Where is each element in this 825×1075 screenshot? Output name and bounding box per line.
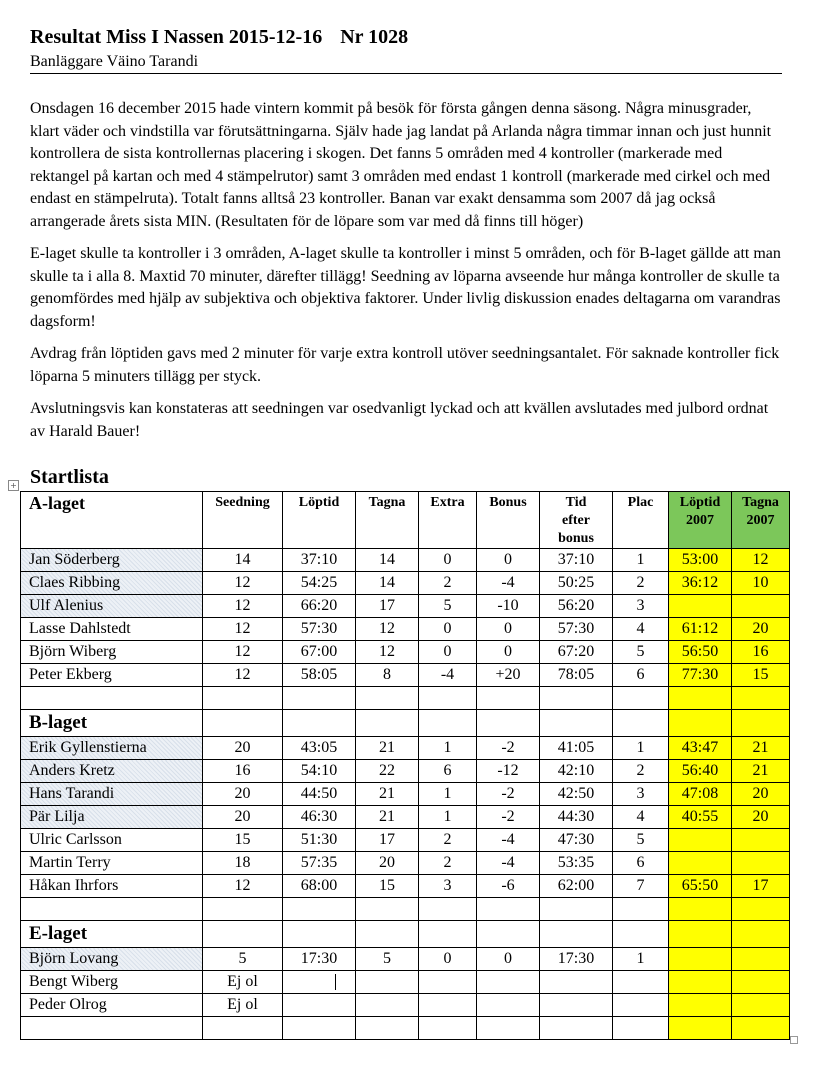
cell-tagna-2007 [732,971,790,994]
cell-seed: 18 [203,852,283,875]
cell-seed: 5 [203,948,283,971]
empty-cell [669,898,732,921]
cell-loptid-2007: 36:12 [669,572,732,595]
cell-tagna-2007: 21 [732,737,790,760]
table-row [21,948,790,971]
empty-cell [21,1017,203,1040]
cell-extra: 1 [419,737,477,760]
table-row [21,875,790,898]
runner-name: Lasse Dahlstedt [21,618,203,641]
cell-tid: 56:20 [540,595,613,618]
col-tid-line: bonus [558,531,594,546]
cell-plac: 2 [613,760,669,783]
cell-seed: 15 [203,829,283,852]
cell-extra: 1 [419,783,477,806]
cell-bonus: -4 [477,572,540,595]
cell-seed: 20 [203,806,283,829]
col-tid-line: Tid [565,495,587,510]
table-row [21,618,790,641]
col-loptid-2007 [669,492,732,549]
cell-bonus: -2 [477,737,540,760]
cell-loptid: 67:00 [283,641,356,664]
empty-cell [283,921,356,948]
cell-extra: 0 [419,549,477,572]
cell-tagna: 12 [356,641,419,664]
cell-plac: 5 [613,829,669,852]
cell-loptid: 57:35 [283,852,356,875]
cell-plac: 3 [613,783,669,806]
table-row [21,971,790,994]
empty-cell [732,921,790,948]
title-text: Resultat Miss I Nassen 2015-12-16 [30,26,323,48]
cell-loptid-2007: 43:47 [669,737,732,760]
empty-cell [283,687,356,710]
empty-row [21,1017,790,1040]
empty-cell [21,898,203,921]
cell-tid: 50:25 [540,572,613,595]
empty-cell [477,687,540,710]
cell-seed: 12 [203,875,283,898]
group-row [21,921,790,948]
cell-loptid: 44:50 [283,783,356,806]
cell-loptid-2007: 56:40 [669,760,732,783]
cell-bonus: 0 [477,948,540,971]
runner-name: Pär Lilja [21,806,203,829]
course-setter: Banläggare Väino Tarandi [30,53,199,70]
empty-cell [477,898,540,921]
cell-tid: 37:10 [540,549,613,572]
empty-cell [356,1017,419,1040]
empty-cell [419,687,477,710]
cell-loptid-2007 [669,852,732,875]
runner-name: Björn Wiberg [21,641,203,664]
empty-cell [669,710,732,737]
cell-loptid: 68:00 [283,875,356,898]
empty-row [21,687,790,710]
cell-plac: 1 [613,549,669,572]
empty-cell [419,1017,477,1040]
col-loptid: Löptid [283,492,356,549]
empty-cell [477,1017,540,1040]
cell-bonus: -2 [477,806,540,829]
table-resize-handle[interactable] [790,1036,798,1044]
cell-tagna: 21 [356,737,419,760]
empty-cell [356,710,419,737]
cell-tagna [356,994,419,1017]
text-cursor [335,974,336,990]
empty-cell [613,1017,669,1040]
runner-name: Ulric Carlsson [21,829,203,852]
cell-tid: 42:10 [540,760,613,783]
col-tid-efter-bonus [540,492,613,549]
empty-cell [419,898,477,921]
group-e-title: E-laget [21,921,203,948]
runner-name: Ulf Alenius [21,595,203,618]
cell-tagna: 22 [356,760,419,783]
cell-loptid-2007: 61:12 [669,618,732,641]
runner-name: Anders Kretz [21,760,203,783]
col-tagna-2007-line: 2007 [746,513,775,528]
empty-cell [732,1017,790,1040]
cell-extra: 2 [419,852,477,875]
cell-bonus [477,994,540,1017]
cell-extra: 0 [419,618,477,641]
empty-cell [540,1017,613,1040]
document-title [30,26,408,49]
cell-tagna: 14 [356,549,419,572]
cell-loptid-2007: 65:50 [669,875,732,898]
cell-seed: 12 [203,572,283,595]
cell-plac: 6 [613,852,669,875]
table-move-handle-icon[interactable]: + [8,480,19,491]
table-row [21,829,790,852]
cell-extra [419,994,477,1017]
cell-loptid: 46:30 [283,806,356,829]
cell-bonus: -4 [477,852,540,875]
empty-cell [613,898,669,921]
col-seedning: Seedning [203,492,283,549]
cell-tagna-2007: 17 [732,875,790,898]
empty-cell [669,1017,732,1040]
empty-cell [540,921,613,948]
cell-tagna-2007: 21 [732,760,790,783]
cell-extra [419,971,477,994]
table-row [21,806,790,829]
cell-tid [540,971,613,994]
col-tagna-2007 [732,492,790,549]
empty-cell [613,710,669,737]
cell-seed: Ej ol [203,994,283,1017]
cell-bonus: -10 [477,595,540,618]
empty-cell [613,687,669,710]
empty-cell [203,710,283,737]
cell-plac: 1 [613,948,669,971]
cell-seed: 12 [203,595,283,618]
cell-extra: 2 [419,829,477,852]
paragraph: E-laget skulle ta kontroller i 3 områden, A-laget skulle ta kontroller i minst 5 områden, och för B-laget gällde att man skulle ta i alla 8. Maxtid 70 minuter, därefter tillägg! Seedning av löparna avseende hur många kontroller de skulle ta genomfördes med hjälp av subjektiva och objektiva faktorer. Under livlig diskussion enades deltagarna om varandras dagsform! [30,245,781,330]
empty-cell [203,898,283,921]
cell-plac: 4 [613,806,669,829]
cell-tid: 42:50 [540,783,613,806]
cell-tagna: 14 [356,572,419,595]
title-rule [30,73,782,74]
cell-bonus: -12 [477,760,540,783]
col-extra: Extra [419,492,477,549]
paragraph: Onsdagen 16 december 2015 hade vintern kommit på besök för första gången denna säsong. Några minusgrader, klart väder och vindstilla var förutsättningarna. Själv hade jag landat på Arlanda några timmar innan och just hunnit kontrollera de sista kontrollernas placering i skogen. Det fanns 5 områden med 4 kontroller (markerade med rektangel på kartan och med 4 stämpelrutor) samt 3 områden med endast 1 kontroll (markerade med cirkel och med endast en stämpelruta). Totalt fanns alltså 23 kontroller. Banan var exakt densamma som 2007 då jag också arrangerade årets sista MIN. (Resultaten för de löpare som var med då finns till höger) [30,100,772,230]
cell-tagna-2007: 12 [732,549,790,572]
cell-bonus: -4 [477,829,540,852]
cell-bonus: 0 [477,549,540,572]
col-loptid-2007-line: 2007 [686,513,714,528]
empty-cell [540,687,613,710]
cell-seed: 14 [203,549,283,572]
col-bonus: Bonus [477,492,540,549]
cell-tid: 44:30 [540,806,613,829]
empty-cell [356,687,419,710]
cell-extra: 2 [419,572,477,595]
empty-cell [477,921,540,948]
cell-tagna: 17 [356,595,419,618]
cell-loptid-2007: 56:50 [669,641,732,664]
runner-name: Martin Terry [21,852,203,875]
table-row [21,994,790,1017]
cell-seed: 12 [203,664,283,687]
cell-tagna: 12 [356,618,419,641]
empty-cell [283,898,356,921]
empty-cell [669,687,732,710]
cell-bonus: -2 [477,783,540,806]
cell-tid: 17:30 [540,948,613,971]
empty-row [21,898,790,921]
cell-loptid: 54:10 [283,760,356,783]
cell-plac: 3 [613,595,669,618]
cell-extra: 6 [419,760,477,783]
empty-cell [732,710,790,737]
cell-tagna-2007: 15 [732,664,790,687]
runner-name: Björn Lovang [21,948,203,971]
cell-loptid-2007 [669,994,732,1017]
col-plac: Plac [613,492,669,549]
runner-name: Bengt Wiberg [21,971,203,994]
cell-tagna: 5 [356,948,419,971]
cell-tagna [356,971,419,994]
empty-cell [419,710,477,737]
table-row [21,549,790,572]
cell-loptid-2007 [669,595,732,618]
cell-seed: 20 [203,737,283,760]
runner-name: Erik Gyllenstierna [21,737,203,760]
runner-name: Hans Tarandi [21,783,203,806]
cell-tid: 67:20 [540,641,613,664]
cell-loptid-2007 [669,971,732,994]
group-b-title: B-laget [21,710,203,737]
header-row [21,492,790,549]
cell-tid: 57:30 [540,618,613,641]
cell-tagna: 17 [356,829,419,852]
cell-tagna-2007 [732,852,790,875]
cell-plac: 1 [613,737,669,760]
cell-loptid: 54:25 [283,572,356,595]
cell-seed: Ej ol [203,971,283,994]
cell-loptid-2007: 77:30 [669,664,732,687]
cell-tagna-2007 [732,994,790,1017]
cell-loptid: 17:30 [283,948,356,971]
cell-tid: 78:05 [540,664,613,687]
cell-plac [613,994,669,1017]
empty-cell [283,1017,356,1040]
table-row [21,760,790,783]
col-tagna: Tagna [356,492,419,549]
cell-loptid [283,971,356,994]
cell-tagna: 20 [356,852,419,875]
cell-extra: 1 [419,806,477,829]
cell-bonus [477,971,540,994]
runner-name: Peter Ekberg [21,664,203,687]
cell-plac [613,971,669,994]
cell-loptid-2007: 47:08 [669,783,732,806]
cell-tagna: 8 [356,664,419,687]
cell-tagna-2007: 20 [732,618,790,641]
cell-tagna-2007 [732,595,790,618]
cell-loptid-2007: 40:55 [669,806,732,829]
col-tagna-2007-line: Tagna [742,495,779,510]
table-row [21,783,790,806]
table-row [21,595,790,618]
cell-bonus: 0 [477,618,540,641]
table-row [21,641,790,664]
cell-plac: 2 [613,572,669,595]
cell-bonus: -6 [477,875,540,898]
cell-loptid: 57:30 [283,618,356,641]
cell-seed: 20 [203,783,283,806]
cell-plac: 7 [613,875,669,898]
cell-loptid: 58:05 [283,664,356,687]
empty-cell [669,921,732,948]
runner-name: Claes Ribbing [21,572,203,595]
cell-tagna-2007 [732,948,790,971]
cell-seed: 12 [203,641,283,664]
table-row [21,664,790,687]
col-tid-line: efter [562,513,590,528]
empty-cell [540,898,613,921]
cell-loptid: 51:30 [283,829,356,852]
empty-cell [356,898,419,921]
cell-loptid-2007: 53:00 [669,549,732,572]
table-row [21,572,790,595]
runner-name: Håkan Ihrfors [21,875,203,898]
paragraph: Avslutningsvis kan konstateras att seedningen var osedvanligt lyckad och att kvällen avslutades med julbord ordnat av Harald Bauer! [30,400,769,440]
empty-cell [203,921,283,948]
cell-seed: 12 [203,618,283,641]
table-row [21,852,790,875]
empty-cell [732,687,790,710]
cell-extra: 3 [419,875,477,898]
cell-extra: -4 [419,664,477,687]
cell-loptid: 66:20 [283,595,356,618]
cell-plac: 4 [613,618,669,641]
startlista-heading: Startlista [30,466,109,488]
cell-tagna-2007 [732,829,790,852]
cell-loptid-2007 [669,948,732,971]
cell-loptid-2007 [669,829,732,852]
runner-name: Jan Söderberg [21,549,203,572]
empty-cell [203,687,283,710]
table-row [21,737,790,760]
runner-name: Peder Olrog [21,994,203,1017]
empty-cell [540,710,613,737]
cell-plac: 6 [613,664,669,687]
cell-tid: 53:35 [540,852,613,875]
cell-loptid [283,994,356,1017]
cell-tid [540,994,613,1017]
empty-cell [419,921,477,948]
cell-tagna-2007: 10 [732,572,790,595]
cell-tid: 62:00 [540,875,613,898]
empty-cell [203,1017,283,1040]
col-loptid-2007-line: Löptid [679,495,721,510]
group-a-title: A-laget [21,492,203,549]
cell-extra: 0 [419,948,477,971]
cell-tagna: 15 [356,875,419,898]
results-table-body [21,492,790,1040]
cell-tid: 41:05 [540,737,613,760]
cell-tagna-2007: 20 [732,783,790,806]
body-text [30,98,782,453]
cell-tagna-2007: 20 [732,806,790,829]
empty-cell [613,921,669,948]
cell-tid: 47:30 [540,829,613,852]
empty-cell [283,710,356,737]
cell-seed: 16 [203,760,283,783]
cell-extra: 5 [419,595,477,618]
cell-loptid: 43:05 [283,737,356,760]
cell-extra: 0 [419,641,477,664]
paragraph: Avdrag från löptiden gavs med 2 minuter för varje extra kontroll utöver seedningsantalet. För saknade kontroller fick löparna 5 minuters tillägg per styck. [30,345,780,385]
cell-bonus: +20 [477,664,540,687]
cell-tagna: 21 [356,783,419,806]
cell-loptid: 37:10 [283,549,356,572]
cell-tagna-2007: 16 [732,641,790,664]
cell-bonus: 0 [477,641,540,664]
title-number: Nr 1028 [340,26,409,48]
empty-cell [21,687,203,710]
cell-tagna: 21 [356,806,419,829]
results-table [20,491,790,1040]
group-row [21,710,790,737]
empty-cell [732,898,790,921]
cell-plac: 5 [613,641,669,664]
empty-cell [356,921,419,948]
empty-cell [477,710,540,737]
